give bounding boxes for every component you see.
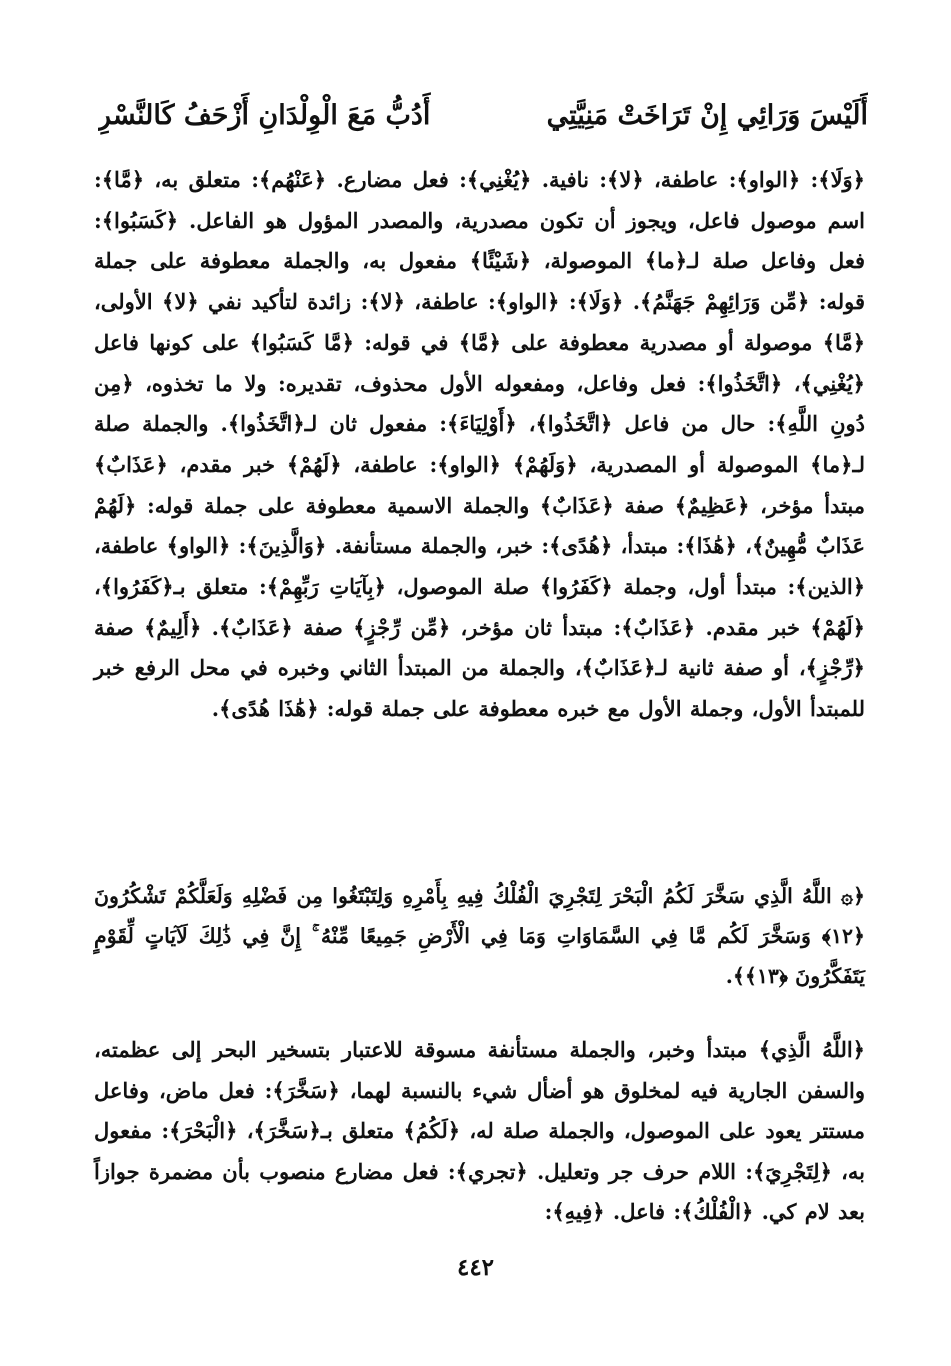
quran-verses: ﴿۞ اللَّهُ الَّذِي سَخَّرَ لَكُمُ الْبَحْرَ لِتَجْرِيَ الْفُلْكُ فِيهِ بِأَمْرِهِ وَلِتَبْتَغُوا مِن فَضْلِهِ وَلَعَلَّكُمْ تَشْكُرُونَ ﴿١٢﴾ وَسَخَّرَ لَكُم مَّا فِي السَّمَاوَاتِ وَمَا فِي الْأَرْضِ جَمِيعًا مِّنْهُ ۚ إِنَّ فِي ذَٰلِكَ لَآيَاتٍ لِّقَوْمٍ يَتَفَكَّرُونَ ﴿١٣﴾﴾. [94,884,865,988]
page-number: ٤٤٢ [456,1254,495,1281]
poetry-verse [98,88,868,142]
paragraph-verse-analysis: ﴿اللَّهُ الَّذِي﴾ مبتدأ وخبر، والجملة مستأنفة مسوقة للاعتبار بتسخير البحر إلى عظمته، والسفن الجارية فيه لمخلوق هو أضأل شيء بالنسبة لهما، ﴿سَخَّرَ﴾: فعل ماض، وفاعل مستتر يعود على الموصول، والجملة صلة له، ﴿لَكُمُ﴾ متعلق بـ﴿سَخَّرَ﴾، ﴿الْبَحْرَ﴾: مفعول به، ﴿لِتَجْرِيَ﴾: اللام حرف جر وتعليل. ﴿تجري﴾: فعل مضارع منصوب بأن مضمرة جوازاً بعد لام كي. ﴿الْفُلْكُ﴾: فاعل. ﴿فِيهِ﴾: [94,1037,865,1224]
verse-right-hemistich: أَلَيْسَ وَرَائِي إِنْ تَرَاخَتْ مَنِيَّتِي [546,99,868,131]
paragraph-grammar-analysis: ﴿وَلَا﴾: ﴿الواو﴾: عاطفة، ﴿لا﴾: نافية. ﴿يُغْنِي﴾: فعل مضارع. ﴿عَنْهُم﴾: متعلق به، ﴿مَّا﴾: اسم موصول فاعل، ويجوز أن تكون مصدرية، والمصدر المؤول هو الفاعل. ﴿كَسَبُوا﴾: فعل وفاعل صلة لـ﴿ما﴾ الموصولة، ﴿شَيْئًا﴾ مفعول به، والجملة معطوفة على جملة قوله: ﴿مِّن وَرَائِهِمْ جَهَنَّمُ﴾. ﴿وَلَا﴾: ﴿الواو﴾: عاطفة، ﴿لا﴾: زائدة لتأكيد نفي ﴿لا﴾ الأولى، ﴿مَّا﴾ موصولة أو مصدرية معطوفة على ﴿مَّا﴾ في قوله: ﴿مَّا كَسَبُوا﴾ على كونها فاعل ﴿يُغْنِي﴾، ﴿اتَّخَذُوا﴾: فعل وفاعل، ومفعوله الأول محذوف، تقديره: ولا ما تخذوه، ﴿مِن دُونِ اللَّهِ﴾: حال من فاعل ﴿اتَّخَذُوا﴾، ﴿أَوْلِيَاءَ﴾: مفعول ثان لـ﴿اتَّخَذُوا﴾. والجملة صلة لـ﴿ما﴾ الموصولة أو المصدرية، ﴿وَلَهُمْ﴾ ﴿الواو﴾: عاطفة، ﴿لَهُمْ﴾ خبر مقدم، ﴿عَذَابٌ﴾ مبتدأ مؤخر، ﴿عَظِيمٌ﴾ صفة ﴿عَذَابٌ﴾ والجملة الاسمية معطوفة على جملة قوله: ﴿لَهُمْ عَذَابٌ مُّهِينٌ﴾، ﴿هَٰذَا﴾: مبتدأ، ﴿هُدًى﴾: خبر، والجملة مستأنفة. ﴿وَالَّذِينَ﴾: ﴿الواو﴾ عاطفة، ﴿الذين﴾: مبتدأ أول، وجملة ﴿كَفَرُوا﴾ صلة الموصول، ﴿بِآيَاتِ رَبِّهِمْ﴾: متعلق بـ﴿كَفَرُوا﴾، ﴿لَهُمْ﴾ خبر مقدم. ﴿عَذَابٌ﴾: مبتدأ ثان مؤخر، ﴿مِّن رِّجْزٍ﴾ صفة ﴿عَذَابٌ﴾. ﴿أَلِيمٌ﴾ صفة ﴿رِّجْزٍ﴾، أو صفة ثانية لـ﴿عَذَابٌ﴾، والجملة من المبتدأ الثاني وخبره في محل الرفع خبر للمبتدأ الأول، وجملة الأول مع خبره معطوفة على جملة قوله: ﴿هَٰذَا هُدًى﴾. [94,167,865,722]
verse-left-hemistich: أَدُبُّ مَعَ الْوِلْدَانِ أَزْحَفُ كَالنَّسْرِ [98,99,431,131]
